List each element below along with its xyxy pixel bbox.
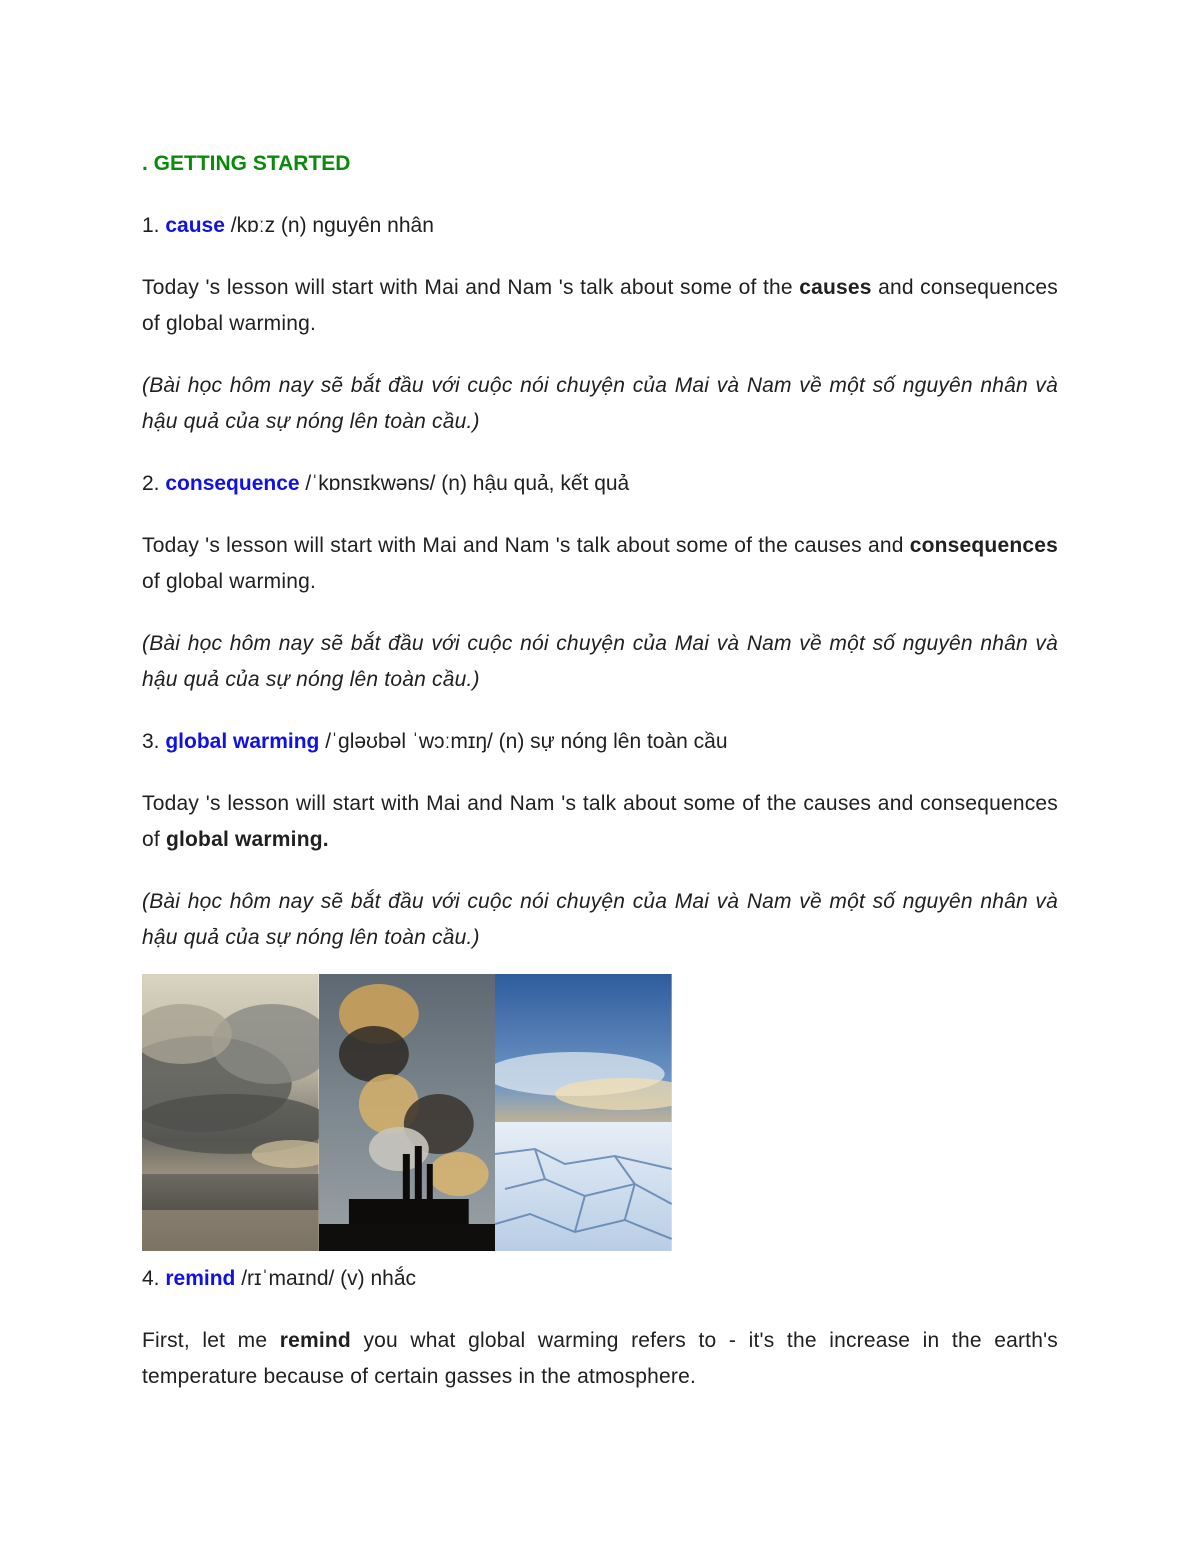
example-text: you what global warming refers to - it's the increase in the earth's temperature because of certain gasses in the atmosphere. bbox=[142, 1329, 1059, 1388]
vocab-number: 4. bbox=[142, 1267, 160, 1290]
vocab-entry-cause bbox=[142, 208, 1058, 244]
vocab-word: global warming bbox=[165, 730, 320, 753]
vocab-pronunciation: /kɒːz (n) nguyên nhân bbox=[224, 214, 434, 237]
vocab-entry-remind bbox=[142, 1261, 1058, 1297]
example-keyword: causes bbox=[799, 276, 872, 299]
translation: (Bài học hôm nay sẽ bắt đầu với cuộc nói chuyện của Mai và Nam về một số nguyên nhân và hậu quả của sự nóng lên toàn cầu.) bbox=[142, 890, 1058, 949]
vocab-entry-consequence bbox=[142, 466, 1058, 502]
example-keyword: global warming. bbox=[165, 828, 329, 851]
vocab-pronunciation: /ˈɡləʊbəl ˈwɔːmɪŋ/ (n) sự nóng lên toàn cầu bbox=[319, 730, 728, 753]
vocab-number: 3. bbox=[142, 730, 160, 753]
example-sentence bbox=[142, 1323, 1058, 1395]
storm-clouds-image bbox=[142, 974, 319, 1251]
global-warming-image bbox=[142, 974, 672, 1251]
example-text: of global warming. bbox=[142, 570, 317, 593]
example-text: Today 's lesson will start with Mai and Nam 's talk about some of the bbox=[142, 276, 800, 299]
example-sentence bbox=[142, 528, 1058, 600]
example-keyword: consequences bbox=[909, 534, 1058, 557]
example-text: First, let me bbox=[142, 1329, 280, 1352]
vocab-word: cause bbox=[165, 214, 225, 237]
example-text: Today 's lesson will start with Mai and Nam 's talk about some of the causes and consequences of bbox=[142, 792, 1058, 851]
factory-smoke-image bbox=[319, 974, 496, 1251]
vocab-word: remind bbox=[165, 1267, 236, 1290]
vocab-pronunciation: /rɪˈmaɪnd/ (v) nhắc bbox=[235, 1267, 417, 1290]
translation: (Bài học hôm nay sẽ bắt đầu với cuộc nói chuyện của Mai và Nam về một số nguyên nhân và hậu quả của sự nóng lên toàn cầu.) bbox=[142, 632, 1058, 691]
sea-ice-image bbox=[495, 974, 672, 1251]
document-content bbox=[142, 146, 1058, 1421]
example-sentence bbox=[142, 270, 1058, 342]
example-text: and consequences of global warming. bbox=[142, 276, 1058, 335]
vocab-pronunciation: /ˈkɒnsɪkwəns/ (n) hậu quả, kết quả bbox=[299, 472, 630, 495]
vocab-number: 1. bbox=[142, 214, 160, 237]
example-text: Today 's lesson will start with Mai and Nam 's talk about some of the causes and bbox=[142, 534, 910, 557]
vocab-entry-global-warming bbox=[142, 724, 1058, 760]
vocab-word: consequence bbox=[165, 472, 300, 495]
example-sentence bbox=[142, 786, 1058, 858]
example-keyword: remind bbox=[279, 1329, 351, 1352]
translation: (Bài học hôm nay sẽ bắt đầu với cuộc nói chuyện của Mai và Nam về một số nguyên nhân và hậu quả của sự nóng lên toàn cầu.) bbox=[142, 374, 1058, 433]
vocab-number: 2. bbox=[142, 472, 160, 495]
section-heading: . GETTING STARTED bbox=[142, 152, 351, 175]
